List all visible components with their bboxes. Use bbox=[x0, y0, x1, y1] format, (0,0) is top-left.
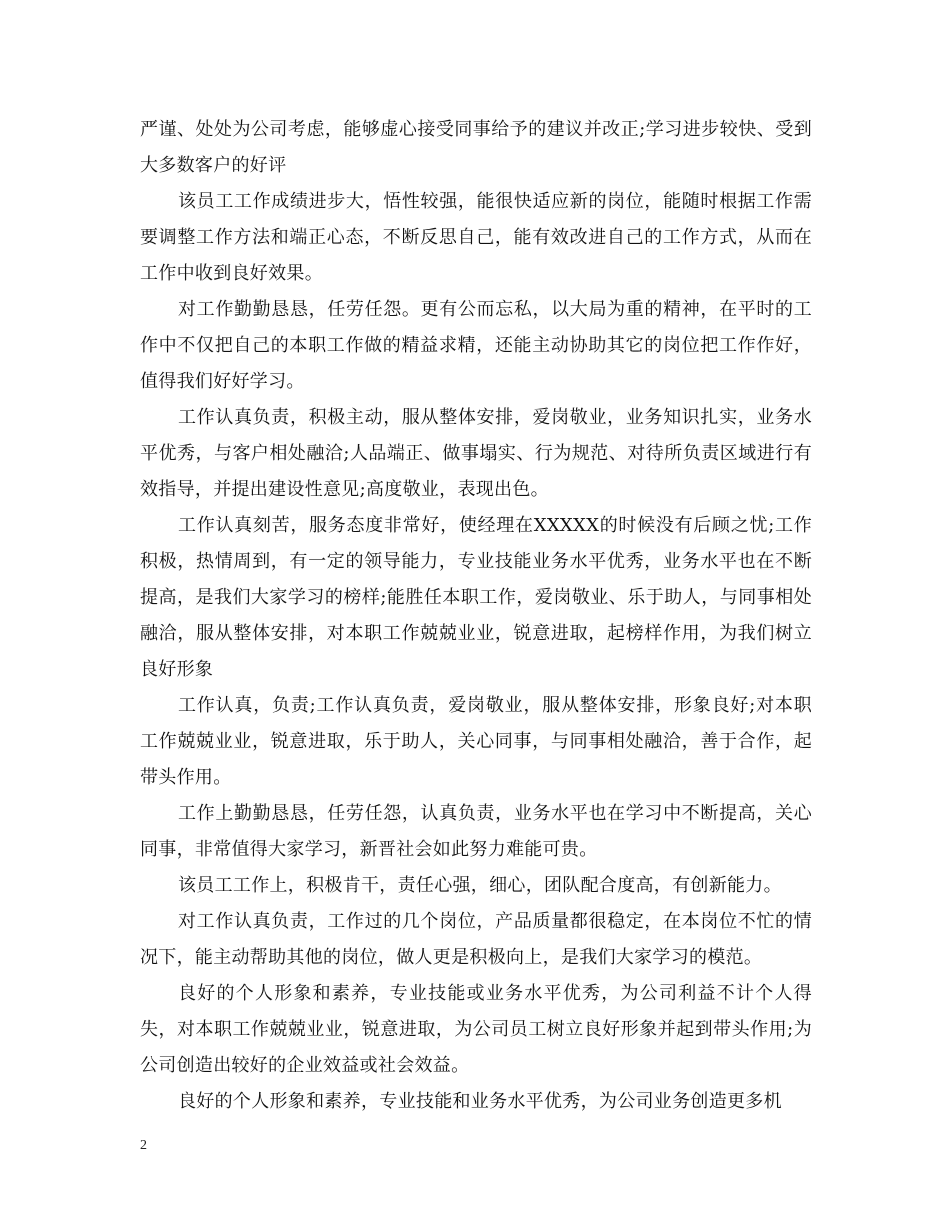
paragraph: 对工作勤勤恳恳，任劳任怨。更有公而忘私，以大局为重的精神，在平时的工作中不仅把自己的本职工作做的精益求精，还能主动协助其它的岗位把工作作好，值得我们好好学习。 bbox=[140, 299, 812, 392]
document-body bbox=[140, 112, 812, 1120]
paragraph: 该员工工作上，积极肯干，责任心强，细心，团队配合度高，有创新能力。 bbox=[178, 875, 782, 896]
paragraph: 工作认真，负责;工作认真负责，爱岗敬业，服从整体安排，形象良好;对本职工作兢兢业业，锐意进取，乐于助人，关心同事，与同事相处融洽，善于合作，起带头作用。 bbox=[140, 695, 812, 788]
paragraph: 工作上勤勤恳恳，任劳任怨，认真负责，业务水平也在学习中不断提高，关心同事，非常值得大家学习，新晋社会如此努力难能可贵。 bbox=[140, 803, 812, 860]
page-number: 2 bbox=[140, 1138, 147, 1153]
paragraph: 良好的个人形象和素养，专业技能和业务水平优秀，为公司业务创造更多机 bbox=[178, 1091, 782, 1112]
paragraph-continuation: 严谨、处处为公司考虑，能够虚心接受同事给予的建议并改正;学习进步较快、受到大多数客户的好评 bbox=[140, 119, 812, 176]
paragraph: 良好的个人形象和素养，专业技能或业务水平优秀，为公司利益不计个人得失，对本职工作兢兢业业，锐意进取，为公司员工树立良好形象并起到带头作用;为公司创造出较好的企业效益或社会效益。 bbox=[140, 983, 812, 1076]
paragraph: 工作认真负责，积极主动，服从整体安排，爱岗敬业，业务知识扎实，业务水平优秀，与客户相处融洽;人品端正、做事塌实、行为规范、对待所负责区域进行有效指导，并提出建设性意见;高度敬业，表现出色。 bbox=[140, 407, 812, 500]
paragraph: 该员工工作成绩进步大，悟性较强，能很快适应新的岗位，能随时根据工作需要调整工作方法和端正心态，不断反思自己，能有效改进自己的工作方式，从而在工作中收到良好效果。 bbox=[140, 191, 812, 284]
paragraph: 对工作认真负责，工作过的几个岗位，产品质量都很稳定，在本岗位不忙的情况下，能主动帮助其他的岗位，做人更是积极向上，是我们大家学习的模范。 bbox=[140, 911, 812, 968]
paragraph: 工作认真刻苦，服务态度非常好，使经理在XXXXX的时候没有后顾之忧;工作积极，热情周到，有一定的领导能力，专业技能业务水平优秀，业务水平也在不断提高，是我们大家学习的榜样;能胜任本职工作，爱岗敬业、乐于助人，与同事相处融洽，服从整体安排，对本职工作兢兢业业，锐意进取，起榜样作用，为我们树立良好形象 bbox=[140, 515, 812, 680]
